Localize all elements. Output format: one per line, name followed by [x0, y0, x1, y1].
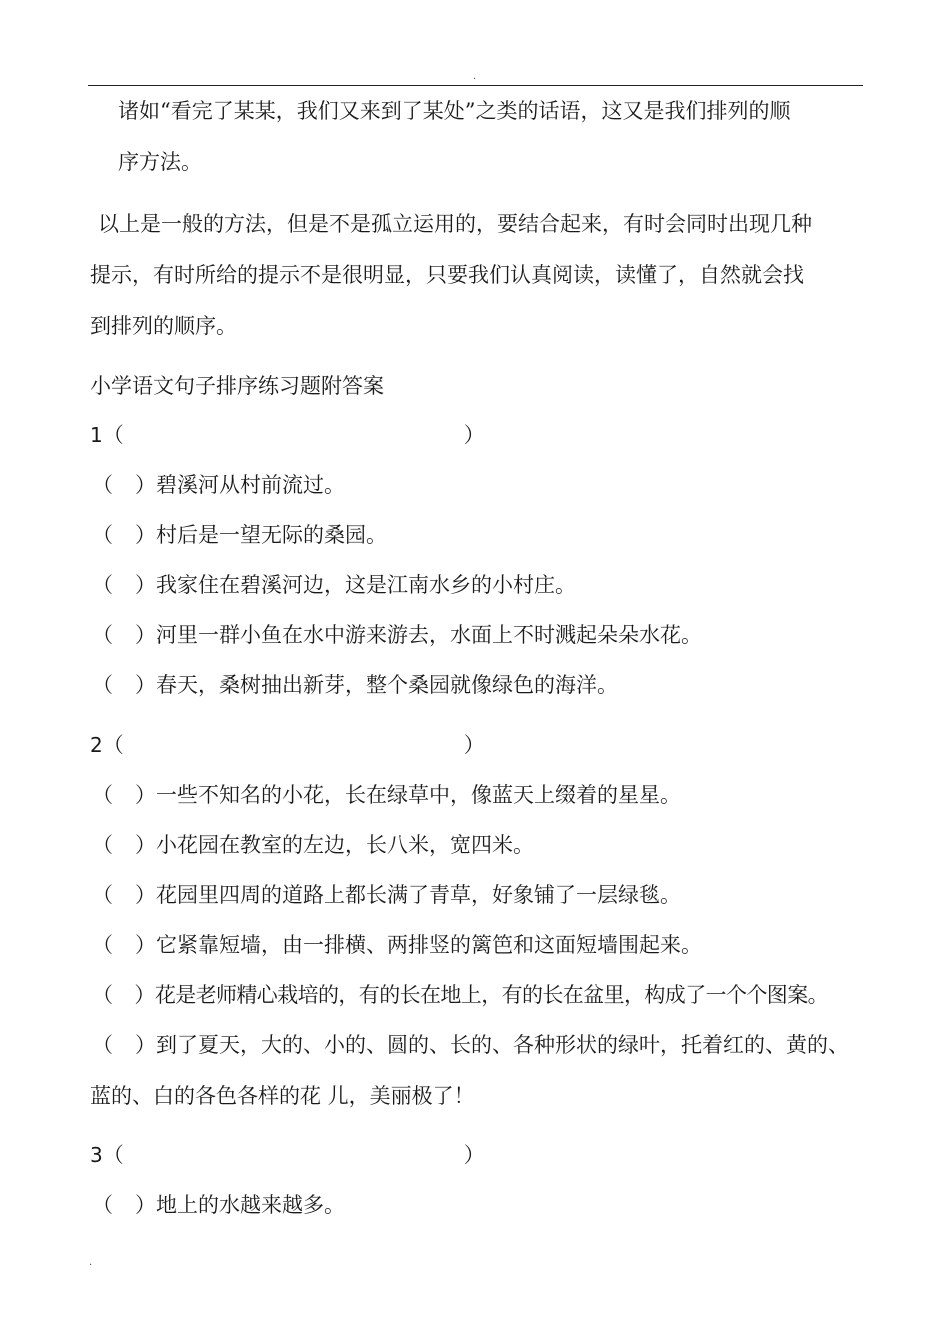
sentence-text: 它紧靠短墙，由一排横、两排竖的篱笆和这面短墙围起来。	[156, 933, 702, 957]
sentence-text: 春天，桑树抽出新芽，整个桑园就像绿色的海洋。	[156, 673, 618, 697]
answer-close-paren: ）	[463, 733, 485, 757]
order-blank[interactable]: （ ）	[92, 623, 156, 647]
list-item	[92, 621, 702, 649]
list-item	[92, 881, 681, 909]
header-rule	[88, 85, 863, 86]
sentence-text: 小花园在教室的左边，长八米，宽四米。	[156, 833, 534, 857]
paragraph-line: 序方法。	[118, 150, 202, 174]
list-item	[92, 781, 681, 809]
list-item	[92, 1031, 849, 1059]
top-mark: .	[473, 71, 477, 82]
exercise-header	[90, 731, 485, 759]
paragraph-line: 诸如“看完了某某，我们又来到了某处”之类的话语，这又是我们排列的顺	[118, 99, 791, 123]
order-blank[interactable]: （ ）	[92, 523, 156, 547]
list-item	[92, 931, 702, 959]
sentence-text: 到了夏天，大的、小的、圆的、长的、各种形状的绿叶，托着红的、黄的、	[156, 1033, 849, 1057]
order-blank[interactable]: （ ）	[92, 883, 156, 907]
list-item	[92, 831, 534, 859]
list-item	[92, 571, 576, 599]
order-blank[interactable]: （ ）	[92, 473, 156, 497]
list-item	[92, 671, 618, 699]
sentence-text: 村后是一望无际的桑园。	[156, 523, 387, 547]
sentence-continuation: 蓝的、白的各色各样的花 儿，美丽极了！	[90, 1084, 475, 1108]
list-item	[92, 521, 387, 549]
sentence-text: 我家住在碧溪河边，这是江南水乡的小村庄。	[156, 573, 576, 597]
order-blank[interactable]: （ ）	[92, 573, 156, 597]
order-blank[interactable]: （ ）	[92, 783, 156, 807]
answer-open-paren: （	[102, 1143, 124, 1167]
exercise-number: 3	[90, 1143, 103, 1167]
paragraph-line: 到排列的顺序。	[90, 314, 237, 338]
order-blank[interactable]: （ ）	[92, 933, 156, 957]
order-blank[interactable]: （ ）	[92, 673, 156, 697]
list-item	[92, 981, 828, 1009]
sentence-text: 一些不知名的小花，长在绿草中，像蓝天上缀着的星星。	[156, 783, 681, 807]
answer-open-paren: （	[102, 423, 124, 447]
exercise-header	[90, 1141, 485, 1169]
answer-open-paren: （	[102, 733, 124, 757]
order-blank[interactable]: （ ）	[92, 1033, 156, 1057]
paragraph-line: 以上是一般的方法，但是不是孤立运用的，要结合起来，有时会同时出现几种	[98, 212, 812, 236]
sentence-text: 地上的水越来越多。	[156, 1193, 345, 1217]
list-item	[92, 1191, 345, 1219]
answer-close-paren: ）	[463, 423, 485, 447]
list-item	[92, 471, 345, 499]
sentence-text: 花园里四周的道路上都长满了青草，好象铺了一层绿毯。	[156, 883, 681, 907]
bottom-mark: .	[89, 1257, 93, 1268]
exercise-number: 1	[90, 423, 103, 447]
sentence-text: 花是老师精心栽培的，有的长在地上，有的长在盆里，构成了一个个图案。	[154, 983, 829, 1007]
exercise-number: 2	[90, 733, 103, 757]
order-blank[interactable]: （ ）	[92, 1193, 156, 1217]
order-blank[interactable]: （ ）	[92, 833, 156, 857]
sentence-text: 河里一群小鱼在水中游来游去，水面上不时溅起朵朵水花。	[156, 623, 702, 647]
paragraph-line: 提示，有时所给的提示不是很明显，只要我们认真阅读，读懂了，自然就会找	[90, 263, 804, 287]
exercise-header	[90, 421, 485, 449]
section-title: 小学语文句子排序练习题附答案	[90, 374, 384, 398]
answer-close-paren: ）	[463, 1143, 485, 1167]
sentence-text: 碧溪河从村前流过。	[156, 473, 345, 497]
order-blank[interactable]: （ ）	[92, 983, 155, 1007]
